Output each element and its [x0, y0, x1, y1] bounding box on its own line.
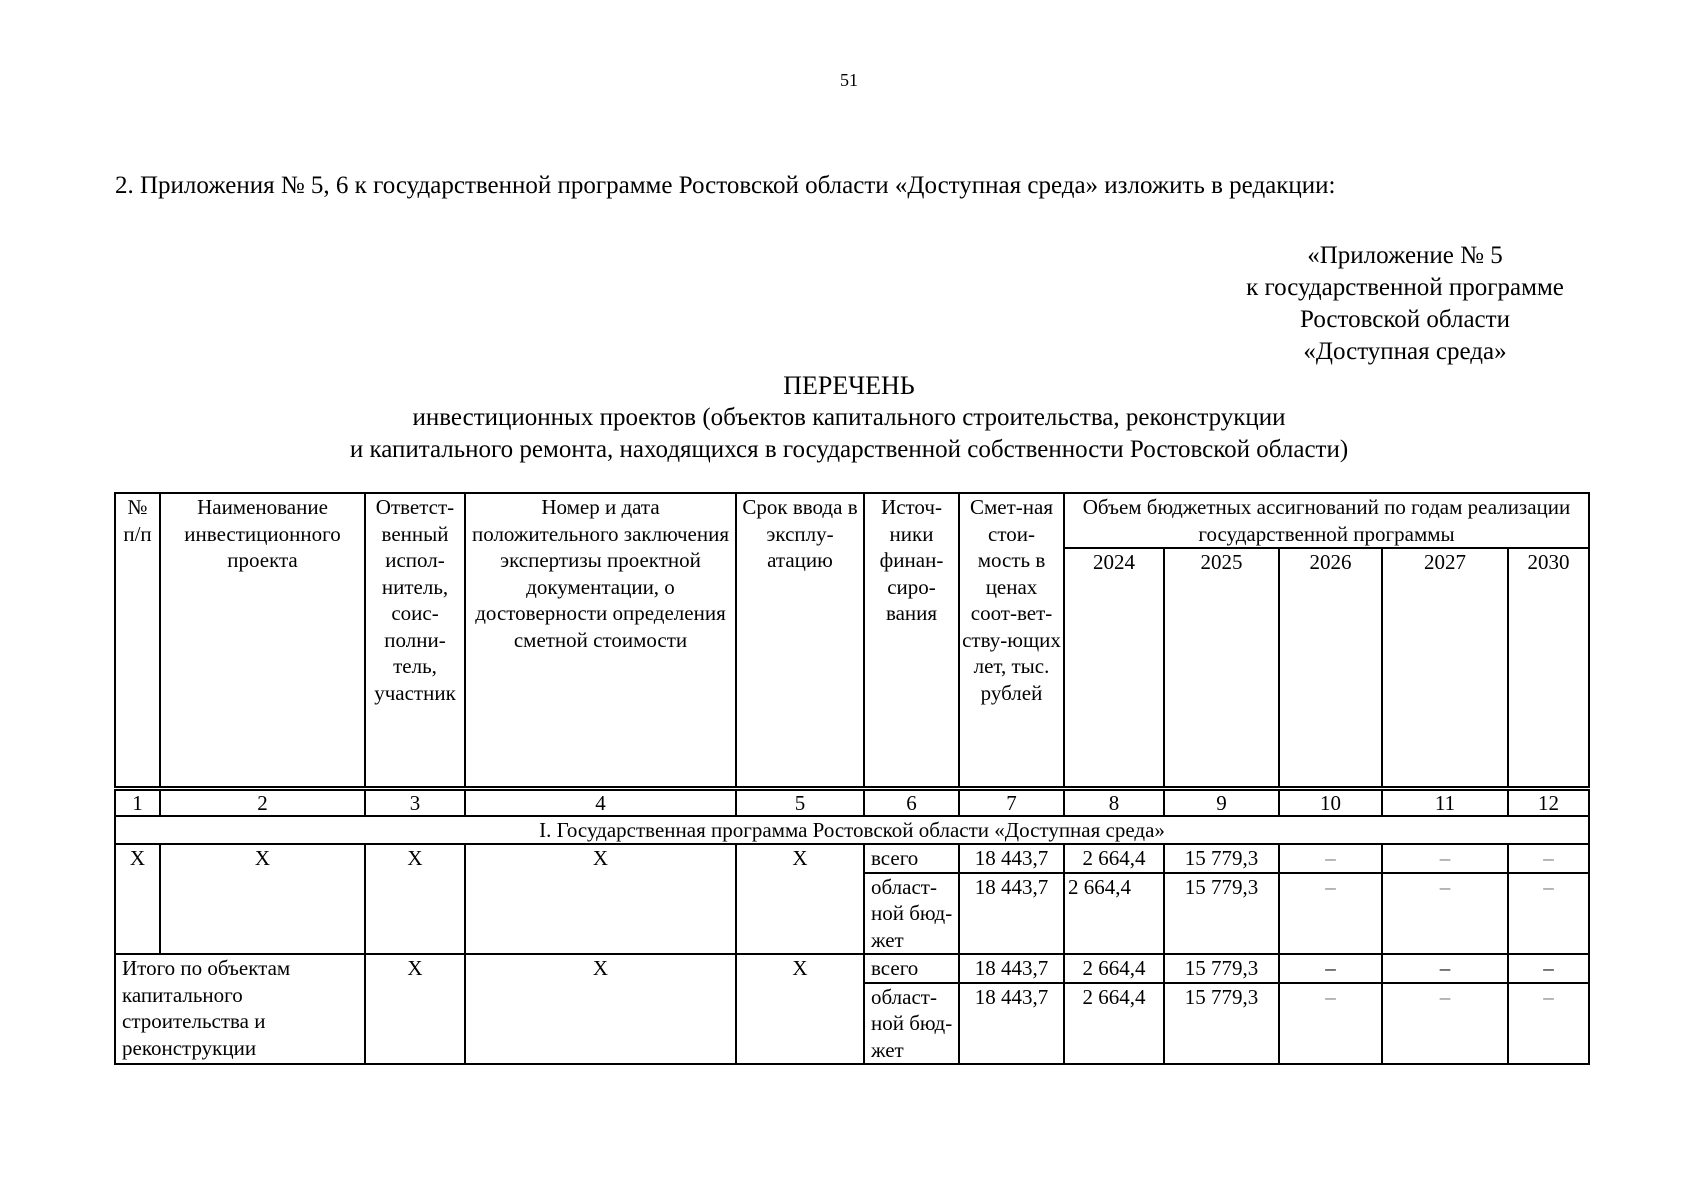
appendix-heading [1180, 240, 1630, 368]
column-number: 6 [864, 788, 959, 816]
intro-paragraph: 2. Приложения № 5, 6 к государственной программе Ростовской области «Доступная среда» изложить в редакции: [115, 172, 1336, 199]
cell-term: Х [736, 844, 864, 954]
header-row [115, 493, 1589, 548]
column-number: 7 [959, 788, 1064, 816]
cell-cost: 18 443,7 [959, 844, 1064, 873]
cell-2024: 2 664,4 [1064, 873, 1164, 955]
cell-2027: – [1382, 844, 1508, 873]
cell-2030: – [1508, 983, 1589, 1065]
header-num: № п/п [115, 493, 160, 788]
column-number: 8 [1064, 788, 1164, 816]
column-number: 3 [365, 788, 465, 816]
cell-2030: – [1508, 954, 1589, 983]
header-name: Наименование инвестиционного проекта [160, 493, 365, 788]
cell-2026: – [1279, 844, 1382, 873]
column-number: 9 [1164, 788, 1279, 816]
cell-2024: 2 664,4 [1064, 983, 1164, 1065]
cell-2027: – [1382, 873, 1508, 955]
cell-executor: Х [365, 954, 465, 1064]
column-number: 4 [465, 788, 736, 816]
cell-2025: 15 779,3 [1164, 983, 1279, 1065]
cell-name: Х [160, 844, 365, 954]
title-line: и капитального ремонта, находящихся в государственной собственности Ростовской области) [349, 436, 1349, 463]
header-source: Источ-ники финан-сиро-вания [864, 493, 959, 788]
cell-2025: 15 779,3 [1164, 844, 1279, 873]
header-year: 2027 [1382, 548, 1508, 788]
appendix-line: «Приложение № 5 [1307, 242, 1503, 269]
header-year: 2030 [1508, 548, 1589, 788]
page-number: 51 [840, 70, 858, 90]
cell-executor: Х [365, 844, 465, 954]
appendix-line: «Доступная среда» [1303, 338, 1507, 365]
column-number: 5 [736, 788, 864, 816]
appendix-line: к государственной программе [1246, 274, 1564, 301]
cell-2026: – [1279, 873, 1382, 955]
cell-2024: 2 664,4 [1064, 844, 1164, 873]
cell-source: област-ной бюд-жет [864, 873, 959, 955]
cell-2027: – [1382, 983, 1508, 1065]
column-number: 1 [115, 788, 160, 816]
total-row [115, 954, 1589, 983]
cell-2025: 15 779,3 [1164, 873, 1279, 955]
header-term: Срок ввода в эксплу-атацию [736, 493, 864, 788]
cell-2026: – [1279, 954, 1382, 983]
title-heading: ПЕРЕЧЕНЬ [783, 371, 915, 400]
cell-cost: 18 443,7 [959, 954, 1064, 983]
cell-2026: – [1279, 983, 1382, 1065]
header-cost: Смет-ная стои-мость в ценах соот-вет-ству-ющих лет, тыс. рублей [959, 493, 1064, 788]
column-number: 2 [160, 788, 365, 816]
investment-projects-table [114, 492, 1590, 1065]
header-year: 2025 [1164, 548, 1279, 788]
header-budget: Объем бюджетных ассигнований по годам реализации государственной программы [1064, 493, 1589, 548]
appendix-line: Ростовской области [1300, 306, 1510, 333]
cell-2024: 2 664,4 [1064, 954, 1164, 983]
header-executor: Ответст-венный испол-нитель, соис-полни-тель, участник [365, 493, 465, 788]
column-number: 11 [1382, 788, 1508, 816]
cell-source: област-ной бюд-жет [864, 983, 959, 1065]
cell-cost: 18 443,7 [959, 983, 1064, 1065]
cell-num: Х [115, 844, 160, 954]
cell-2027: – [1382, 954, 1508, 983]
cell-expertise: Х [465, 844, 736, 954]
header-year: 2026 [1279, 548, 1382, 788]
cell-source: всего [864, 844, 959, 873]
cell-2030: – [1508, 844, 1589, 873]
column-number-row [115, 788, 1589, 816]
cell-cost: 18 443,7 [959, 873, 1064, 955]
section-title: I. Государственная программа Ростовской области «Доступная среда» [115, 816, 1589, 845]
total-label: Итого по объектам капитального строительства и реконструкции [115, 954, 365, 1064]
cell-2025: 15 779,3 [1164, 954, 1279, 983]
header-expertise: Номер и дата положительного заключения экспертизы проектной документации, о достоверности определения сметной стоимости [465, 493, 736, 788]
column-number: 10 [1279, 788, 1382, 816]
column-number: 12 [1508, 788, 1589, 816]
cell-expertise: Х [465, 954, 736, 1064]
table-row [115, 844, 1589, 873]
section-title-row [115, 816, 1589, 845]
cell-2030: – [1508, 873, 1589, 955]
header-year: 2024 [1064, 548, 1164, 788]
title-line: инвестиционных проектов (объектов капитального строительства, реконструкции [412, 404, 1286, 431]
cell-source: всего [864, 954, 959, 983]
document-title [0, 370, 1698, 466]
cell-term: Х [736, 954, 864, 1064]
